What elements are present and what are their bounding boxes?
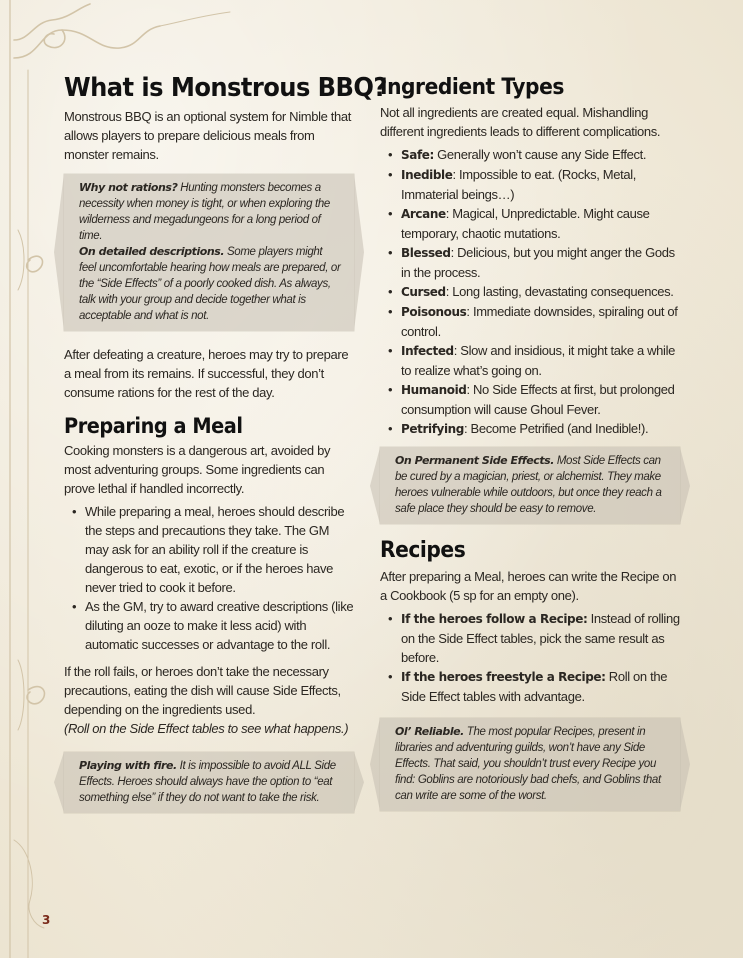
list-item [401, 204, 680, 243]
ingredient-name: Cursed [401, 285, 446, 300]
ingredient-list [380, 145, 680, 439]
list-item [401, 302, 680, 341]
ingredient-desc: : Long lasting, devastating consequences. [445, 284, 674, 300]
list-item [401, 380, 680, 419]
sidebar-label-fire: Playing with fire. [79, 758, 177, 772]
list-item [401, 667, 680, 706]
ingredients-intro: Not all ingredients are created equal. Mishandling different ingredients leads to different complications. [380, 105, 661, 140]
sidebar-text-fire: It is impossible to avoid ALL Side Effects. Heroes should always have the option to “eat something else” if they do not want to take the risk. [79, 759, 336, 804]
recipes-intro: After preparing a Meal, heroes can write the Recipe on a Cookbook (5 sp for an empty one). [380, 568, 677, 603]
ingredient-desc: : Impossible to eat. (Rocks, Metal, Immaterial beings…) [401, 167, 637, 203]
section-heading-preparing: Preparing a Meal [64, 413, 243, 438]
recipe-bullet-list [380, 609, 680, 706]
sidebar-text-descriptions: Some players might feel uncomfortable hearing how meals are prepared, or the “Side Effects” of a poorly cooked dish. As always, talk with your group and decide together what is acceptable and what is not. [79, 245, 341, 322]
list-item [401, 419, 680, 439]
sidebar-playing-with-fire [64, 752, 354, 813]
ingredient-desc: : Slow and insidious, it might take a while to realize what’s going on. [401, 343, 675, 379]
intro-paragraph: Monstrous BBQ is an optional system for Nimble that allows players to prepare delicious meals from monster remains. [64, 108, 352, 162]
preparing-bullet-list [64, 502, 354, 654]
sidebar-text-permanent: Most Side Effects can be cured by a magician, priest, or alchemist. They make heroes vulnerable while outdoors, but once they reach a safe place they should be easy to remove. [395, 455, 662, 516]
page-number: 3 [42, 913, 51, 927]
ingredient-desc: : Delicious, but you might anger the Gods in the process. [401, 245, 675, 281]
list-item [401, 341, 680, 380]
sidebar-text-rations: Hunting monsters becomes a necessity when money is tight, or when exploring the wilderness and megadungeons for a long period of time. [79, 181, 330, 242]
roll-fails-paragraph: If the roll fails, or heroes don’t take the necessary precautions, eating the dish will cause Side Effects, depending on the ingredients used. [64, 663, 341, 717]
section-heading-ingredients: Ingredient Types [380, 75, 564, 100]
sidebar-label-rations: Why not rations? [79, 180, 178, 194]
sidebar-permanent-side-effects [380, 447, 680, 524]
list-item [401, 145, 680, 165]
roll-note: (Roll on the Side Effect tables to see what happens.) [64, 720, 349, 736]
ingredient-name: Humanoid [401, 383, 467, 398]
ingredient-name: Poisonous [401, 305, 467, 320]
ingredient-desc: : Magical, Unpredictable. Might cause temporary, chaotic mutations. [401, 206, 650, 242]
ingredient-name: Arcane [401, 207, 446, 222]
ingredient-name: Infected [401, 344, 454, 359]
ingredient-desc: Generally won’t cause any Side Effect. [433, 147, 647, 163]
ingredient-desc: : Immediate downsides, spiraling out of control. [401, 304, 678, 340]
sidebar-label-descriptions: On detailed descriptions. [79, 244, 225, 258]
sidebar-paragraph-descriptions [79, 244, 342, 324]
right-column [380, 74, 680, 825]
recipe-rule-desc: Roll on the Side Effect tables with advantage. [401, 668, 668, 704]
ingredient-desc: : No Side Effects at first, but prolonged consumption will cause Ghoul Fever. [401, 382, 675, 418]
sidebar-paragraph-reliable [395, 724, 668, 804]
sidebar-paragraph-rations [79, 180, 342, 244]
list-item [401, 282, 680, 302]
list-item: • While preparing a meal, heroes should describe the steps and precautions they take. The GM may ask for an ability roll if the creature is dangerous to eat, exotic, or if the heroes have never tried to cook it before. [85, 502, 354, 597]
sidebar-label-reliable: Ol’ Reliable. [395, 724, 464, 738]
ingredient-desc: : Become Petrified (and Inedible!). [464, 421, 649, 437]
recipe-rule-desc: Instead of rolling on the Side Effect tables, pick the same result as before. [401, 610, 680, 665]
list-item: • As the GM, try to award creative descriptions (like diluting an ooze to make it less acid) with automatic successes or advantage to the roll. [85, 597, 354, 654]
sidebar-label-permanent: On Permanent Side Effects. [395, 454, 554, 468]
cooking-paragraph: Cooking monsters is a dangerous art, avoided by most adventuring groups. Some ingredients can prove lethal if handled incorrectly. [64, 442, 331, 496]
sidebar-paragraph-fire [79, 758, 342, 806]
ingredient-name: Blessed [401, 246, 451, 261]
sidebar-text-reliable: The most popular Recipes, present in libraries and adventuring guilds, won’t have any Side Effects. That said, you shouldn’t trust every Recipe you find: Goblins are notoriously bad chefs, and Goblins that can write are some of the worst. [395, 725, 661, 802]
left-column [64, 73, 387, 827]
recipe-rule-name: If the heroes freestyle a Recipe: [401, 669, 606, 684]
ingredient-name: Safe: [401, 148, 434, 163]
list-item [401, 243, 680, 282]
sidebar-ol-reliable [380, 718, 680, 811]
list-item [401, 165, 680, 204]
section-heading-recipes: Recipes [380, 538, 466, 564]
sidebar-why-not-rations [64, 174, 354, 331]
ingredient-name: Inedible [401, 168, 453, 183]
page-title: What is Monstrous BBQ? [64, 73, 387, 103]
ingredient-name: Petrifying [401, 422, 464, 437]
after-defeat-paragraph: After defeating a creature, heroes may try to prepare a meal from its remains. If successful, they don’t consume rations for the rest of the day. [64, 346, 349, 400]
list-item [401, 609, 680, 667]
recipe-rule-name: If the heroes follow a Recipe: [401, 611, 588, 626]
sidebar-paragraph-permanent [395, 453, 668, 517]
